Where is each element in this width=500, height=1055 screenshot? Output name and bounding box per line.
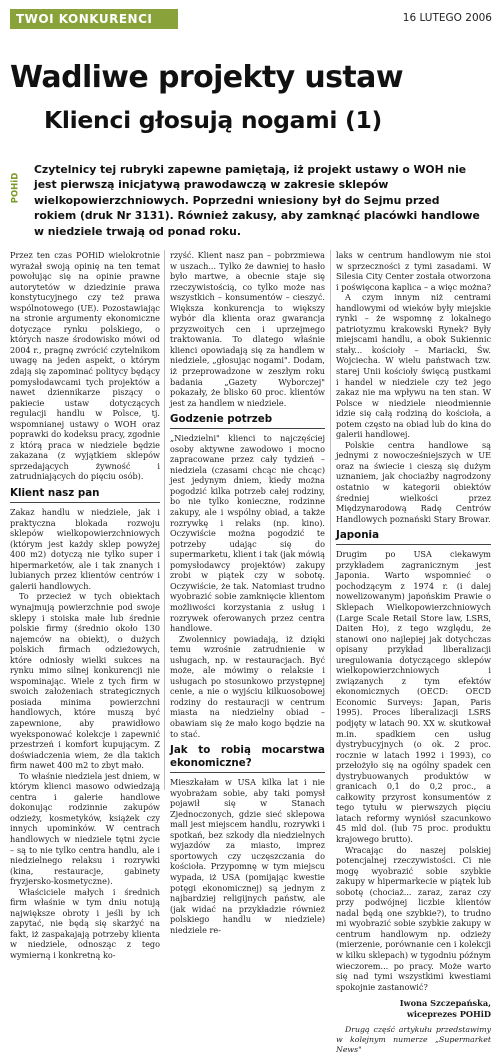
subhead-klient-nasz-pan: Klient nasz pan [10,487,160,503]
body-paragraph: Zwolennicy powiadają, iż dzięki temu wzrośnie zatrudnienie w usługach, np. w restauracjach. Być może, ale mówimy o relaksie i usługach po stosunkowo przystępnej cenie, a nie o wyjściu kilkuosobowej rodziny do restauracji w centrum miasta na niedzielny obiad – obawiam się że mało kogo będzie na to stać. [170,633,325,739]
top-bar [0,0,500,30]
article-lead: Czytelnicy tej rubryki zapewne pamiętają, iż projekt ustawy o WOH nie jest pierwszą inicjatywą prawodawczą w zakresie sklepów wielkopowierzchniowych. Poprzedni wniesiony był do Sejmu przed rokiem (druk Nr 3131). Również zakusy, aby zamknąć placówki handlowe w niedziele trwają od ponad roku. [34,163,480,238]
section-tag [10,9,178,29]
body-paragraph: Drugim po USA ciekawym przykładem zagranicznym jest Japonia. Warto wspomnieć o pochodzącym z 1974 r. (i dalej nowelizowanym) japońskim Prawie o Sklepach Wielkopowierzchniowych (Large Scale Retail Store law, LSRS, Daiten Ho), z tego względu, że stanowi ono najlepiej jak dotychczas opisany przykład liberalizacji uregulowania dotyczącego sklepów wielkopowierzchniowych i związanych z tym efektów ekonomicznych (OECD: OECD Economic Surveys: Japan, Paris 1995). Proces liberalizacji LSRS podjęty w latach 90. XX w. skutkował m.in. spadkiem cen usług dystrybucyjnych (o ok. 2 proc. rocznie w latach 1992 i 1993), co przełożyło się na ogólny spadek cen dystrybuowanych produktów w granicach 0,1 do 0,2 proc., a całkowity przyrost konsumentów z tego tytułu w pierwszych pięciu latach reformy wyniósł szacunkowo 45 mld dol. (lub 75 proc. produktu krajowego brutto). [336,549,491,844]
body-paragraph: Polskie centra handlowe są jednymi z nowocześniejszych w UE oraz na świecie i cieszą się dużym uznaniem, jak chociażby nagrodzony ostatnio w kategorii obiektów średniej wielkości przez Międzynarodową Radę Centrów Handlowych poznański Stary Browar. [336,439,491,524]
body-paragraph: rzyść. Klient nasz pan – pobrzmiewa w uszach... Tylko że dawniej to hasło było martwe, a obecnie staje się rzeczywistością, co tylko może nas wszystkich – konsumentów – cieszyć. Większa konkurencja to większy wybór dla klienta oraz gwarancja przyzwoitych cen i uprzejmego traktowania. To dlatego właśnie klienci opowiadają się za handlem w niedziele, „głosując nogami". Dodam, iż przeprowadzone w zeszłym roku badania „Gazety Wyborczej" pokazały, że blisko 60 proc. klientów jest za handlem w niedziele. [170,250,325,408]
column-3 [336,250,491,1055]
body-paragraph: A czym innym niż centrami handlowymi od wieków były miejskie rynki – że wspomnę z lokalnego patriotyzmu krakowski Rynek? Były miejscami handlu, a obok Sukiennic stały... kościoły – Mariacki, Św. Wojciecha. W wielu państwach tzw. starej Unii kościoły święcą pustkami i handel w niedziele czy też jego zakaz nie ma wpływu na ten stan. W Polsce w niedziele nieodmiennie idzie się całą rodziną do kościoła, a potem często na obiad lub do kina do galerii handlowej. [336,292,491,440]
column-1 [10,250,160,960]
column-divider [330,250,331,790]
section-label: TWOI KONKURENCI [16,12,153,26]
column-divider [164,250,165,790]
body-paragraph: To przecież w tych obiektach wynajmują powierzchnie pod swoje sklepy i stoiska małe lub średnie polskie firmy (średnio około 130 najemców na obiekt), o dużych polskich firmach odzieżowych, które odniosły wielki sukces na rynku mimo silnej konkurencji nie wspominając. Wiele z tych firm w swoich założeniach strategicznych posiada minima powierzchni handlowych, które muszą być zapewnione, aby prawidłowo wyeksponować kolekcje i zapewnić przestrzeń i komfort kupującym. Z doświadczenia wiem, że dla takich firm nawet 400 m2 to zbyt mało. [10,591,160,771]
author-name: Iwona Szczepańska, [399,998,491,1009]
issue-date: 16 LUTEGO 2006 [402,12,492,24]
body-paragraph: Właściciele małych i średnich firm właśnie w tym dniu notują największe obroty i jeśli by ich zapytać, nie będą się skarżyć na fakt, iż zaspakajają potrzeby klienta w niedziele, odnosząc z tego wymierną i konkretną ko- [10,886,160,960]
body-paragraph: Mieszkałam w USA kilka lat i nie wyobrażam sobie, aby taki pomysł pojawił się w Stanach Zjednoczonych, gdzie sieć sklepowa mall jest miejscem handlu, rozrywki i spotkań, bez szkody dla niedzielnych wyjazdów za miasto, imprez sportowych czy uczęszczania do kościoła. Przypomnę w tym miejscu wypada, iż USA (pomijając kwestie potęgi ekonomicznej) są jednym z najbardziej religijnych państw, ale (jak widać na przykładzie również polskiego handlu w niedziele) niedziele re- [170,777,325,935]
author-block [336,998,491,1019]
body-paragraph: Zakaz handlu w niedziele, jak i praktyczna blokada rozwoju sklepów wielkopowierzchniowych (którym jest każdy sklep powyżej 400 m2) dotyczą nie tylko super i hipermarketów, ale i tak znanych i lubianych przez klientów centrów i galerii handlowych. [10,507,160,591]
subhead-japonia: Japonia [336,529,491,545]
source-tag-label: POHiD [10,172,21,204]
body-paragraph: Przez ten czas POHiD wielokrotnie wyrażał swoją opinię na ten temat powołując się na opinie prawne autorytetów w dziedzinie prawa konstytucyjnego czy też prawa wspólnotowego (UE). Pozostawiając na stronie argumenty ekonomiczne dotyczące rynku polskiego, o których nasze środowisko mówi od 2004 r., pragnę zwrócić czytelnikom uwagę na jeden aspekt, o którym zdają się zapominać politycy będący pomysłodawcami tych projektów a nawet dziennikarze piszący o pakiecie ustaw dotyczących regulacji handlu w Polsce, tj. wspomnianej ustawy o WOH oraz poprawki do kodeksu pracy, zgodnie z którą praca w niedziele będzie zakazana (z wyjątkiem sklepów sprzedających żywność i zatrudniających do pięciu osób). [10,250,160,482]
subhead-godzenie-potrzeb: Godzenie potrzeb [170,413,325,429]
body-paragraph: Wracając do naszej polskiej potencjalnej rzeczywistości. Ci nie mogę wyobrazić sobie szybkie zakupy w hipermarkecie w piątek lub sobotę (chociaż... zaraz, zaraz czy przy podwójnej liczbie klientów nadal będą one szybkie?), to trudno mi wyobrazić sobie szybkie zakupy w centrum handlowym np. odzieży (mierzenie, porównanie cen i kolekcji w kilku sklepach) w tygodniu późnym wieczorem... po pracy. Może warto się nad tymi wszystkimi kwestiami spokojnie zastanowić? [336,844,491,992]
column-2 [170,250,325,935]
body-paragraph: To właśnie niedziela jest dniem, w którym klienci masowo odwiedzają centra i galerie handlowe dokonując rodzinnie zakupów odzieży, kosmetyków, książek czy innych upominków. W centrach handlowych w niedziele tętni życie – są to nie tylko centra handlu, ale i niedzielnego relaksu i rozrywki (kina, restauracje, gabinety fryzjersko-kosmetyczne). [10,770,160,887]
source-tag [8,164,22,212]
author-role: wiceprezes POHiD [406,1008,491,1019]
body-paragraph: laks w centrum handlowym nie stoi w sprzeczności z tymi zasadami. W Silesia City Center została otworzona i poświęcona kaplica – a więc można? [336,250,491,292]
continuation-note: Drugą część artykułu przedstawimy w kolejnym numerze „Supermarket News" [336,1025,491,1055]
body-paragraph: „Niedzielni" klienci to najczęściej osoby aktywne zawodowo i mocno zapracowane przez cały tydzień – niedziela (czasami chcąc nie chcąc) jest jedynym dniem, kiedy można pogodzić kilka potrzeb całej rodziny, bo nie tylko konieczne, rodzinne zakupy, ale i wspólny obiad, a także rozrywkę i relaks (np. kino). Oczywiście można pogodzić te potrzeby udając się do supermarketu, klient i tak (jak mówią pomysłodawcy projektów) zakupy zrobi w piątek czy w sobotę. Oczywiście, że tak. Natomiast trudno wyobrazić sobie zamknięcie klientom możliwości korzystania z usług i rozrywek oferowanych przez centra handlowe. [170,433,325,634]
article-subheadline: Klienci głosują nogami (1) [44,106,382,134]
article-headline: Wadliwe projekty ustaw [10,60,403,95]
subhead-mocarstwa: Jak to robią mocarstwa ekonomiczne? [170,744,325,773]
